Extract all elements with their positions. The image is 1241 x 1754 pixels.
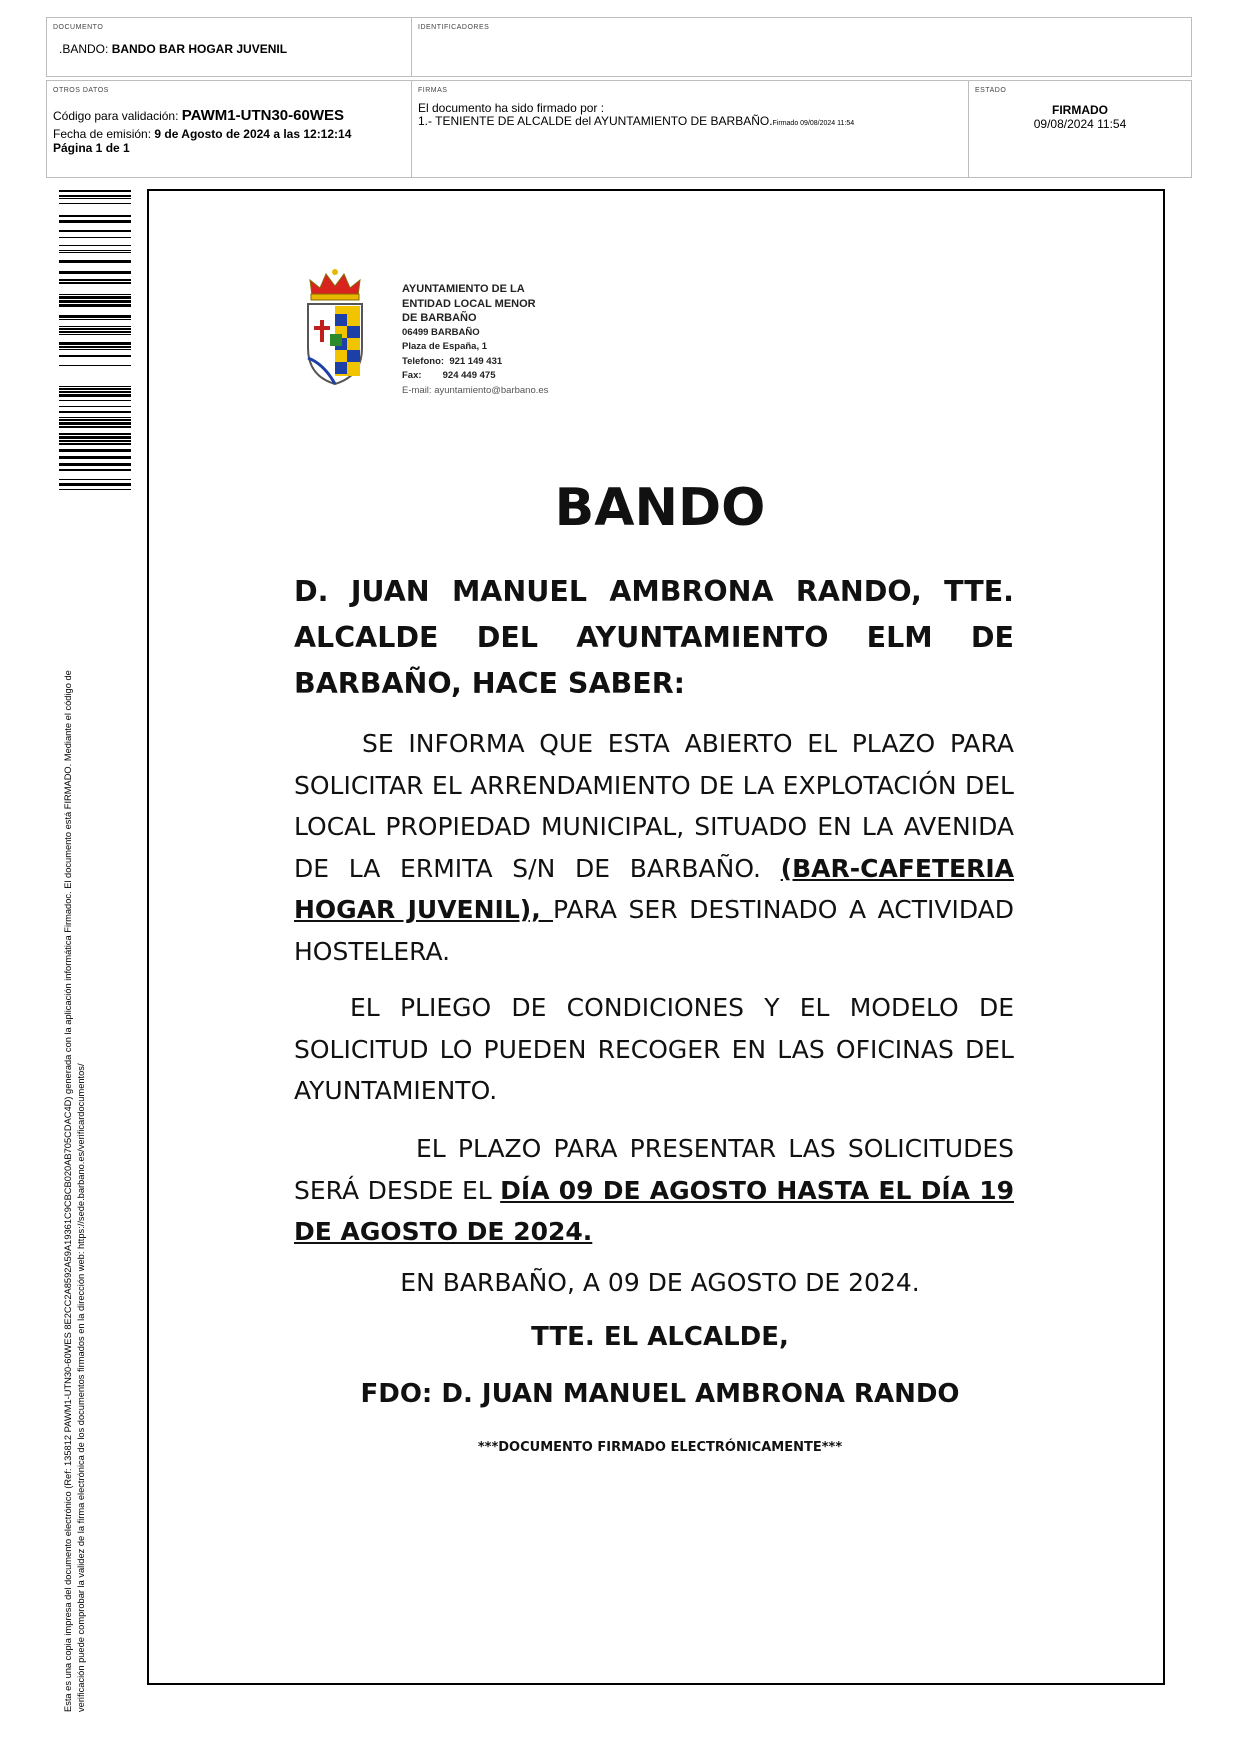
bar-name-highlight: (BAR-CAFETERIA HOGAR JUVENIL), — [294, 853, 1014, 924]
electronic-signature-note: ***DOCUMENTO FIRMADO ELECTRÓNICAMENTE*** — [477, 1440, 843, 1455]
codigo-validacion: Código para validación: PAWM1-UTN30-60WES — [53, 107, 344, 124]
firmas-small-date: Firmado 09/08/2024 11:54 — [772, 120, 855, 127]
letterhead-postal: 06499 BARBAÑO — [402, 326, 480, 338]
bando-paragraph-2: EL PLIEGO DE CONDICIONES Y EL MODELO DE SOLICITUD LO PUEDEN RECOGER EN LAS OFICINAS DEL AYUNTAMIENTO. — [294, 993, 1014, 1105]
header-row-document — [46, 17, 1192, 77]
estado-cell — [968, 81, 1191, 177]
fecha-emision: Fecha de emisión: 9 de Agosto de 2024 a las 12:12:14 — [53, 127, 352, 141]
documento-cell — [47, 18, 411, 76]
identificadores-label: IDENTIFICADORES — [418, 24, 490, 31]
firmas-line-2: 1.- TENIENTE DE ALCALDE del AYUNTAMIENTO DE BARBAÑO.Firmado 09/08/2024 11:54 — [418, 114, 855, 128]
letterhead-line-1: AYUNTAMIENTO DE LA — [402, 283, 525, 295]
letterhead-phone: Telefono: 921 149 431 — [402, 355, 503, 367]
verification-side-text — [62, 532, 92, 1712]
estado-date: 09/08/2024 11:54 — [1033, 117, 1127, 131]
verification-line-1: Esta es una copia impresa del documento electrónico (Ref: 135812 PAWM1-UTN30-60WES 8E2CC2A8592A59A19361C9CBCB020AB705CDAC4D) generada con la aplicación informática Firmadoc. El documento está FIRMADO. Mediante el código de — [63, 670, 73, 1712]
bando-title: BANDO — [554, 478, 766, 538]
firmas-line-1: El documento ha sido firmado por : — [418, 101, 605, 115]
verification-line-2: verificación puede comprobar la validez de la firma electrónica de los documentos firmados en la dirección web: https://sede.barbano.es/verificardocumentos/ — [76, 1063, 86, 1712]
letterhead-fax: Fax: 924 449 475 — [402, 370, 496, 381]
place-and-date: EN BARBAÑO, A 09 DE AGOSTO DE 2024. — [400, 1268, 920, 1297]
letterhead-line-2: ENTIDAD LOCAL MENOR — [402, 297, 536, 310]
bando-heading: D. JUAN MANUEL AMBRONA RANDO, TTE. ALCALDE DEL AYUNTAMIENTO ELM DE BARBAÑO, HACE SABER: — [294, 575, 1014, 700]
letterhead — [402, 282, 548, 398]
firmas-label: FIRMAS — [418, 87, 448, 94]
letterhead-address: Plaza de España, 1 — [402, 341, 488, 352]
pagina-count: Página 1 de 1 — [53, 141, 130, 155]
otros-datos-label: OTROS DATOS — [53, 87, 109, 94]
estado-label: ESTADO — [975, 87, 1007, 94]
firmas-cell — [411, 81, 968, 177]
signer-role: TTE. EL ALCALDE, — [531, 1322, 789, 1352]
bando-paragraph-1: SE INFORMA QUE ESTA ABIERTO EL PLAZO PARA SOLICITAR EL ARRENDAMIENTO DE LA EXPLOTACIÓN DEL LOCAL PROPIEDAD MUNICIPAL, SITUADO EN LA AVENIDA DE LA ERMITA S/N DE BARBAÑO. (BAR-CAFETERIA HOGAR JUVENIL), PARA SER DESTINADO A ACTIVIDAD HOSTELERA. — [294, 729, 1014, 966]
signer-name: FDO: D. JUAN MANUEL AMBRONA RANDO — [360, 1379, 960, 1409]
otros-datos-cell — [47, 81, 411, 177]
header-row-details — [46, 80, 1192, 178]
bando-paragraph-3: EL PLAZO PARA PRESENTAR LAS SOLICITUDES SERÁ DESDE EL DÍA 09 DE AGOSTO HASTA EL DÍA 19 DE AGOSTO DE 2024. — [294, 1134, 1014, 1246]
estado-value: FIRMADO — [1052, 103, 1108, 117]
letterhead-email: E-mail: ayuntamiento@barbano.es — [402, 384, 549, 396]
identificadores-cell — [411, 18, 1191, 76]
documento-label: DOCUMENTO — [53, 24, 104, 31]
documento-value: .BANDO: BANDO BAR HOGAR JUVENIL — [59, 42, 288, 56]
coat-of-arms-logo — [304, 268, 366, 386]
barcode-image — [59, 190, 131, 490]
letterhead-line-3: DE BARBAÑO — [402, 312, 477, 324]
deadline-highlight: DÍA 09 DE AGOSTO HASTA EL DÍA 19 DE AGOSTO DE 2024. — [294, 1175, 1014, 1246]
